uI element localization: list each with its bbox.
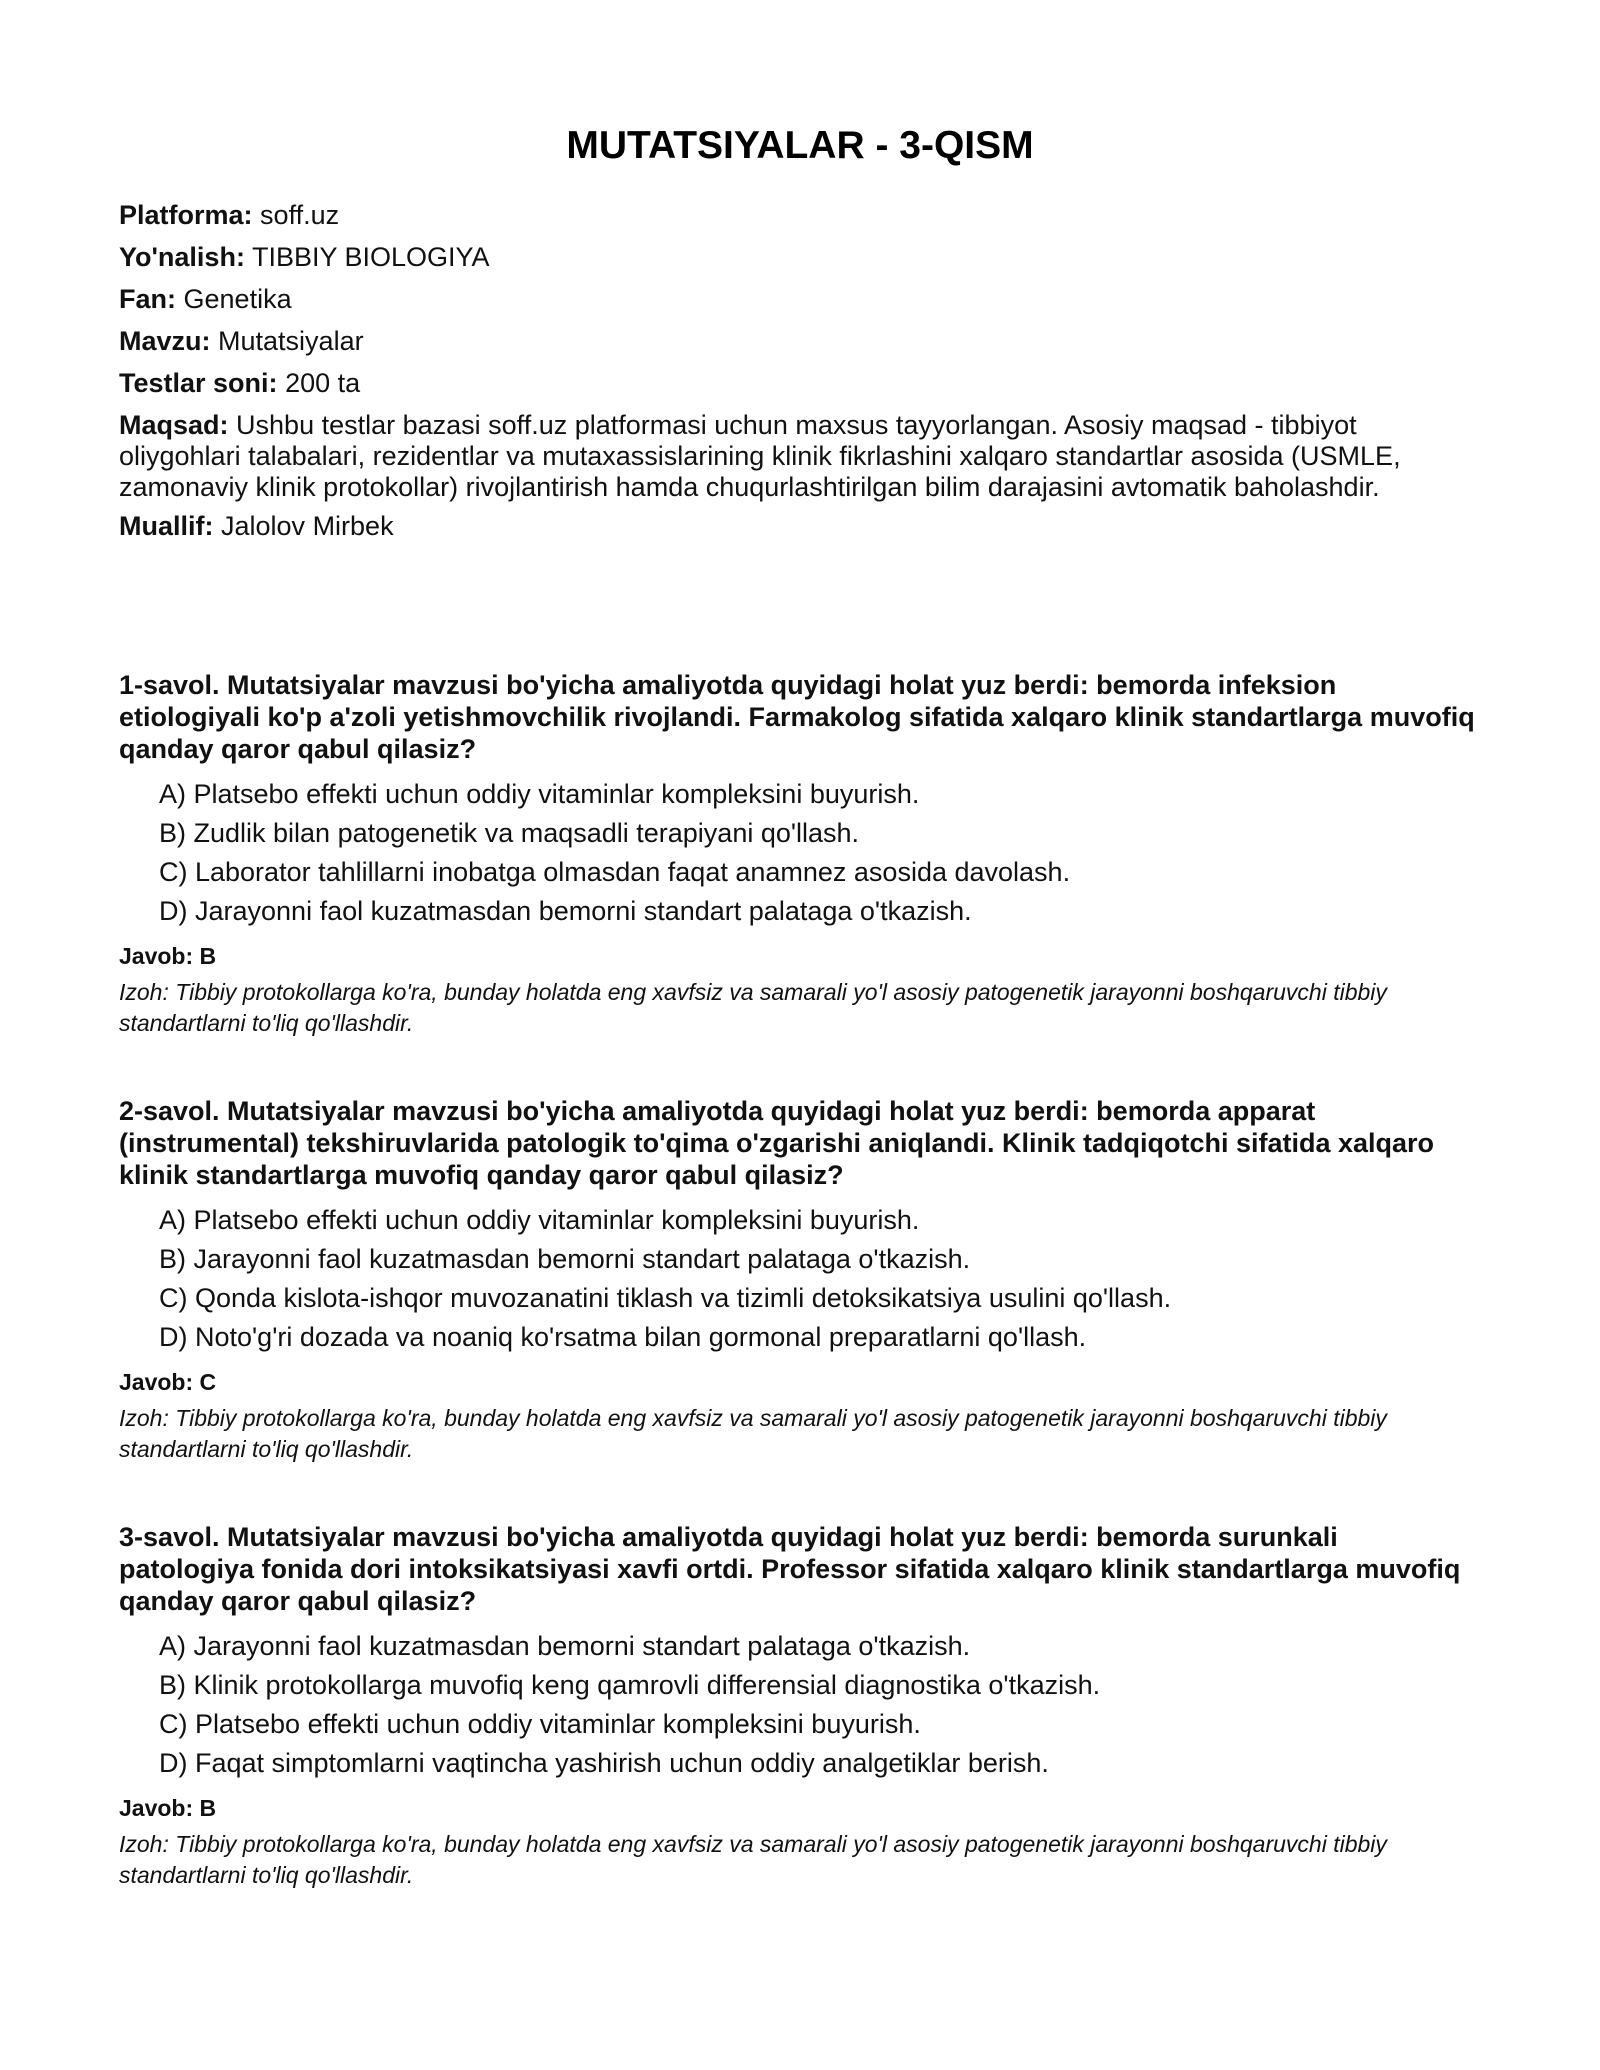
option-c: C) Qonda kislota-ishqor muvozanatini tiklash va tizimli detoksikatsiya usulini qo'llash. [159,1283,1172,1313]
meta-direction [119,242,1469,273]
meta-subject [119,284,1469,315]
option-b: B) Zudlik bilan patogenetik va maqsadli terapiyani qo'llash. [159,818,860,848]
meta-platform [119,200,1469,231]
meta-label: Platforma: [119,200,253,230]
meta-value: Jalolov Mirbek [221,511,394,541]
explanation-note: Izoh: Tibbiy protokollarga ko'ra, bunday holatda eng xavfsiz va samarali yo'l asosiy patogenetik jarayonni boshqaruvchi tibbiy standartlarni to'liq qo'llashdir. [119,1405,1387,1462]
option-c: C) Platsebo effekti uchun oddiy vitaminlar kompleksini buyurish. [159,1709,921,1739]
meta-topic [119,326,1469,357]
options-list [159,1201,1479,1357]
meta-value: Genetika [183,284,292,314]
question-text: 1-savol. Mutatsiyalar mavzusi bo'yicha amaliyotda quyidagi holat yuz berdi: bemorda infeksion etiologiyali ko'p a'zoli yetishmovchilik rivojlandi. Farmakolog sifatida xalqaro klinik standartlarga muvofiq qanday qaror qabul qilasiz? [119,670,1475,764]
option-b: B) Jarayonni faol kuzatmasdan bemorni standart palataga o'tkazish. [159,1244,971,1274]
meta-value: TIBBIY BIOLOGIYA [251,242,490,272]
meta-value: Mutatsiyalar [218,326,364,356]
option-b: B) Klinik protokollarga muvofiq keng qamrovli differensial diagnostika o'tkazish. [159,1670,1101,1700]
answer-label: Javob: C [119,1369,217,1395]
meta-label: Muallif: [119,511,214,541]
meta-value: soff.uz [260,200,340,230]
option-d: D) Jarayonni faol kuzatmasdan bemorni standart palataga o'tkazish. [159,896,972,926]
meta-label: Maqsad: [119,410,229,440]
meta-block [119,200,1469,553]
options-list [159,775,1479,931]
meta-label: Fan: [119,284,176,314]
question-text: 2-savol. Mutatsiyalar mavzusi bo'yicha amaliyotda quyidagi holat yuz berdi: bemorda apparat (instrumental) tekshiruvlarida patologik to'qima o'zgarishi aniqlandi. Klinik tadqiqotchi sifatida xalqaro klinik standartlarga muvofiq qanday qaror qabul qilasiz? [119,1096,1435,1190]
option-d: D) Faqat simptomlarni vaqtincha yashirish uchun oddiy analgetiklar berish. [159,1748,1049,1778]
answer-label: Javob: B [119,1795,217,1821]
option-a: A) Jarayonni faol kuzatmasdan bemorni standart palataga o'tkazish. [159,1631,971,1661]
option-c: C) Laborator tahlillarni inobatga olmasdan faqat anamnez asosida davolash. [159,857,1071,887]
explanation-note: Izoh: Tibbiy protokollarga ko'ra, bunday holatda eng xavfsiz va samarali yo'l asosiy patogenetik jarayonni boshqaruvchi tibbiy standartlarni to'liq qo'llashdir. [119,979,1387,1036]
document-title: MUTATSIYALAR - 3-QISM [566,124,1034,167]
meta-author [119,511,1469,542]
option-a: A) Platsebo effekti uchun oddiy vitaminlar kompleksini buyurish. [159,779,920,809]
meta-label: Testlar soni: [119,368,278,398]
meta-value: Ushbu testlar bazasi soff.uz platformasi uchun maxsus tayyorlangan. Asosiy maqsad - tibbiyot oliygohlari talabalari, rezidentlar va mutaxassislarining klinik fikrlashini xalqaro standartlar asosida (USMLE, zamonaviy klinik protokollar) rivojlantirish hamda chuqurlashtirilgan bilim darajasini avtomatik baholashdir. [119,410,1401,502]
question-block [119,669,1479,1039]
question-block [119,1095,1479,1465]
options-list [159,1627,1479,1783]
questions-list [119,669,1479,1947]
answer-label: Javob: B [119,943,217,969]
question-text: 3-savol. Mutatsiyalar mavzusi bo'yicha amaliyotda quyidagi holat yuz berdi: bemorda surunkali patologiya fonida dori intoksikatsiyasi xavfi ortdi. Professor sifatida xalqaro klinik standartlarga muvofiq qanday qaror qabul qilasiz? [119,1522,1461,1616]
option-d: D) Noto'g'ri dozada va noaniq ko'rsatma bilan gormonal preparatlarni qo'llash. [159,1322,1087,1352]
meta-value: 200 ta [285,368,361,398]
meta-purpose [119,410,1469,503]
meta-test-count [119,368,1469,399]
question-block [119,1521,1479,1891]
option-a: A) Platsebo effekti uchun oddiy vitaminlar kompleksini buyurish. [159,1205,920,1235]
meta-label: Mavzu: [119,326,211,356]
meta-label: Yo'nalish: [119,242,245,272]
explanation-note: Izoh: Tibbiy protokollarga ko'ra, bunday holatda eng xavfsiz va samarali yo'l asosiy patogenetik jarayonni boshqaruvchi tibbiy standartlarni to'liq qo'llashdir. [119,1831,1387,1888]
